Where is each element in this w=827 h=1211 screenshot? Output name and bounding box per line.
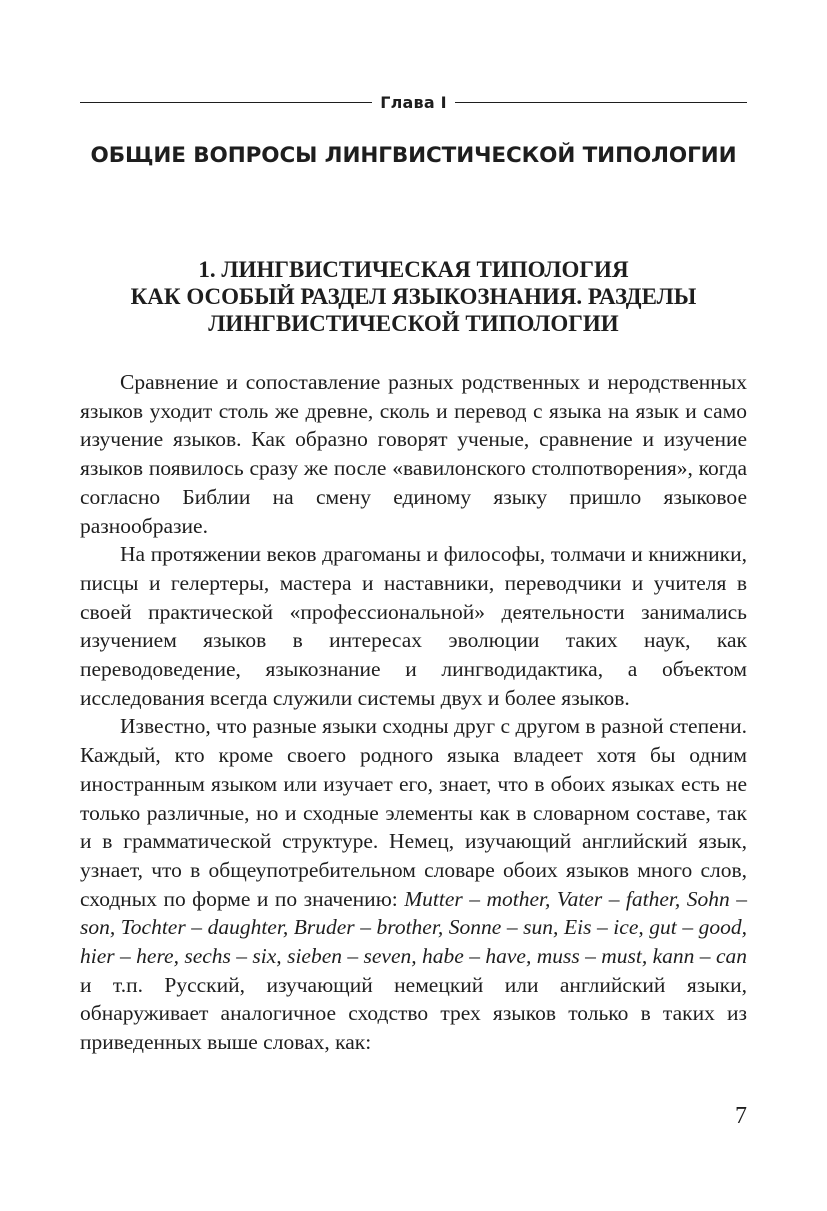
paragraph-3 xyxy=(80,712,747,1056)
paragraph-3-outro: и т.п. Русский, изучающий немецкий или английский языки, обнаруживает аналогичное сходство трех языков только в таких из приведенных выше словах, как: xyxy=(80,972,747,1055)
section-title-line-2: КАК ОСОБЫЙ РАЗДЕЛ ЯЗЫКОЗНАНИЯ. РАЗДЕЛЫ xyxy=(130,284,697,309)
rule-line-left xyxy=(80,102,372,103)
section-title xyxy=(80,256,747,337)
paragraph-1: Сравнение и сопоставление разных родственных и неродственных языков уходит столь же древне, сколь и перевод с языка на язык и само изучение языков. Как образно говорят ученые, сравнение и изучение языков появилось сразу же после «вавилонского столпотворения», когда согласно Библии на смену единому языку пришло языковое разнообразие. xyxy=(80,370,747,538)
paragraph-3-examples: Mutter – mother, Vater – father, Sohn – son, Tochter – daughter, Bruder – brother, Sonne – sun, Eis – ice, gut – good, hier – here, sechs – six, sieben – seven, habe – have, muss – must, kann – can xyxy=(80,886,747,969)
paragraph-3-intro: Известно, что разные языки сходны друг с другом в разной степени. Каждый, кто кроме своего родного языка владеет хотя бы одним иностранным языком или изучает его, знает, что в обоих языках есть не только различные, но и сходные элементы как в словарном составе, так и в грамматической структуре. Немец, изучающий английский язык, узнает, что в общеупотребительном словаре обоих языков много слов, сходных по форме и по значению: xyxy=(80,714,747,911)
section-title-line-1: 1. ЛИНГВИСТИЧЕСКАЯ ТИПОЛОГИЯ xyxy=(198,257,629,282)
section-title-line-3: ЛИНГВИСТИЧЕСКОЙ ТИПОЛОГИИ xyxy=(208,311,619,336)
body-text xyxy=(80,368,747,1057)
rule-line-right xyxy=(455,102,747,103)
chapter-label: Глава I xyxy=(380,92,447,112)
chapter-header-rule xyxy=(80,90,747,114)
paragraph-2: На протяжении веков драгоманы и философы, толмачи и книжники, писцы и гелертеры, мастера и наставники, переводчики и учителя в своей практической «профессиональной» деятельности занимались изучением языков в интересах эволюции таких наук, как переводоведение, языкознание и лингводидактика, а объектом исследования всегда служили системы двух и более языков. xyxy=(80,542,747,710)
page-number: 7 xyxy=(735,1103,747,1129)
chapter-title: ОБЩИЕ ВОПРОСЫ ЛИНГВИСТИЧЕСКОЙ ТИПОЛОГИИ xyxy=(90,143,737,168)
